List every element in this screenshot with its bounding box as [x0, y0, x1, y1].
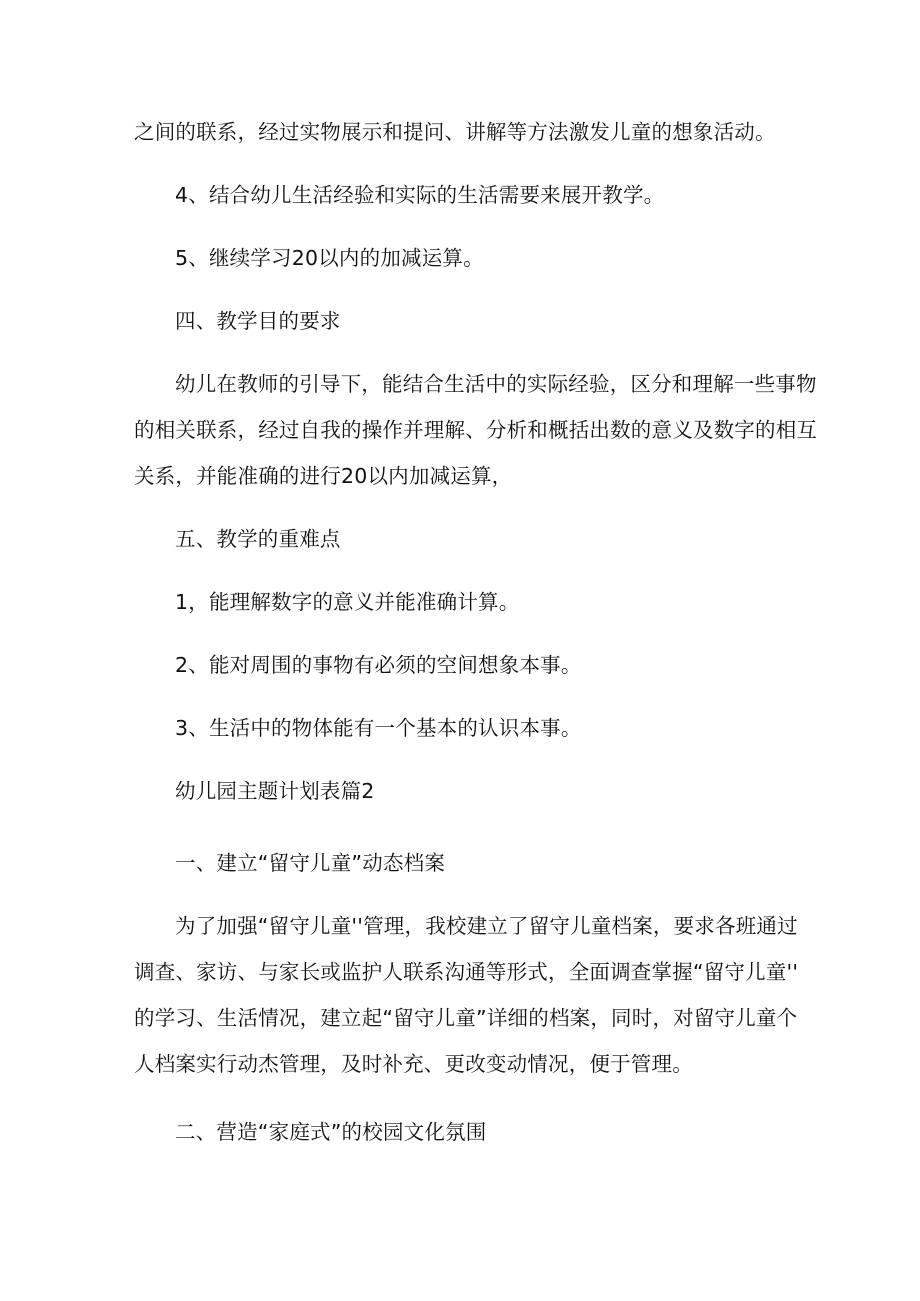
section-heading: 四、教学目的要求 [175, 309, 341, 333]
paragraph-line: 为了加强“留守儿童''管理，我校建立了留守儿童档案，要求各班通过 [175, 914, 798, 938]
paragraph-line: 的相关联系，经过自我的操作并理解、分析和概括出数的意义及数字的相互 [134, 418, 818, 442]
list-item: 2、能对周围的事物有必须的空间想象本事。 [175, 653, 582, 677]
article-title: 幼儿园主题计划表篇2 [175, 779, 375, 803]
section-heading: 一、建立“留守儿童”动态档案 [175, 851, 446, 875]
paragraph-line: 幼儿在教师的引导下，能结合生活中的实际经验，区分和理解一些事物 [175, 372, 817, 396]
paragraph-line: 人档案实行动杰管理，及时补充、更改变动情况，便于管理。 [134, 1052, 693, 1076]
section-heading: 五、教学的重难点 [175, 527, 341, 551]
list-item: 3、生活中的物体能有一个基本的认识本事。 [175, 716, 582, 740]
list-item: 5、继续学习20以内的加减运算。 [175, 246, 484, 270]
paragraph-line: 调查、家访、与家长或监护人联系沟通等形式，全面调查掌握“留守儿童'' [134, 960, 799, 984]
list-item: 1，能理解数字的意义并能准确计算。 [175, 590, 520, 614]
paragraph-line: 关系，并能准确的进行20以内加减运算， [134, 464, 513, 488]
list-item: 4、结合幼儿生活经验和实际的生活需要来展开教学。 [175, 183, 665, 207]
paragraph-line: 之间的联系，经过实物展示和提问、讲解等方法激发儿童的想象活动。 [134, 120, 776, 144]
section-heading: 二、营造“家庭式”的校园文化氛围 [175, 1120, 487, 1144]
paragraph-line: 的学习、生活情况，建立起“留守儿童”详细的档案，同时，对留守儿童个 [134, 1006, 798, 1030]
